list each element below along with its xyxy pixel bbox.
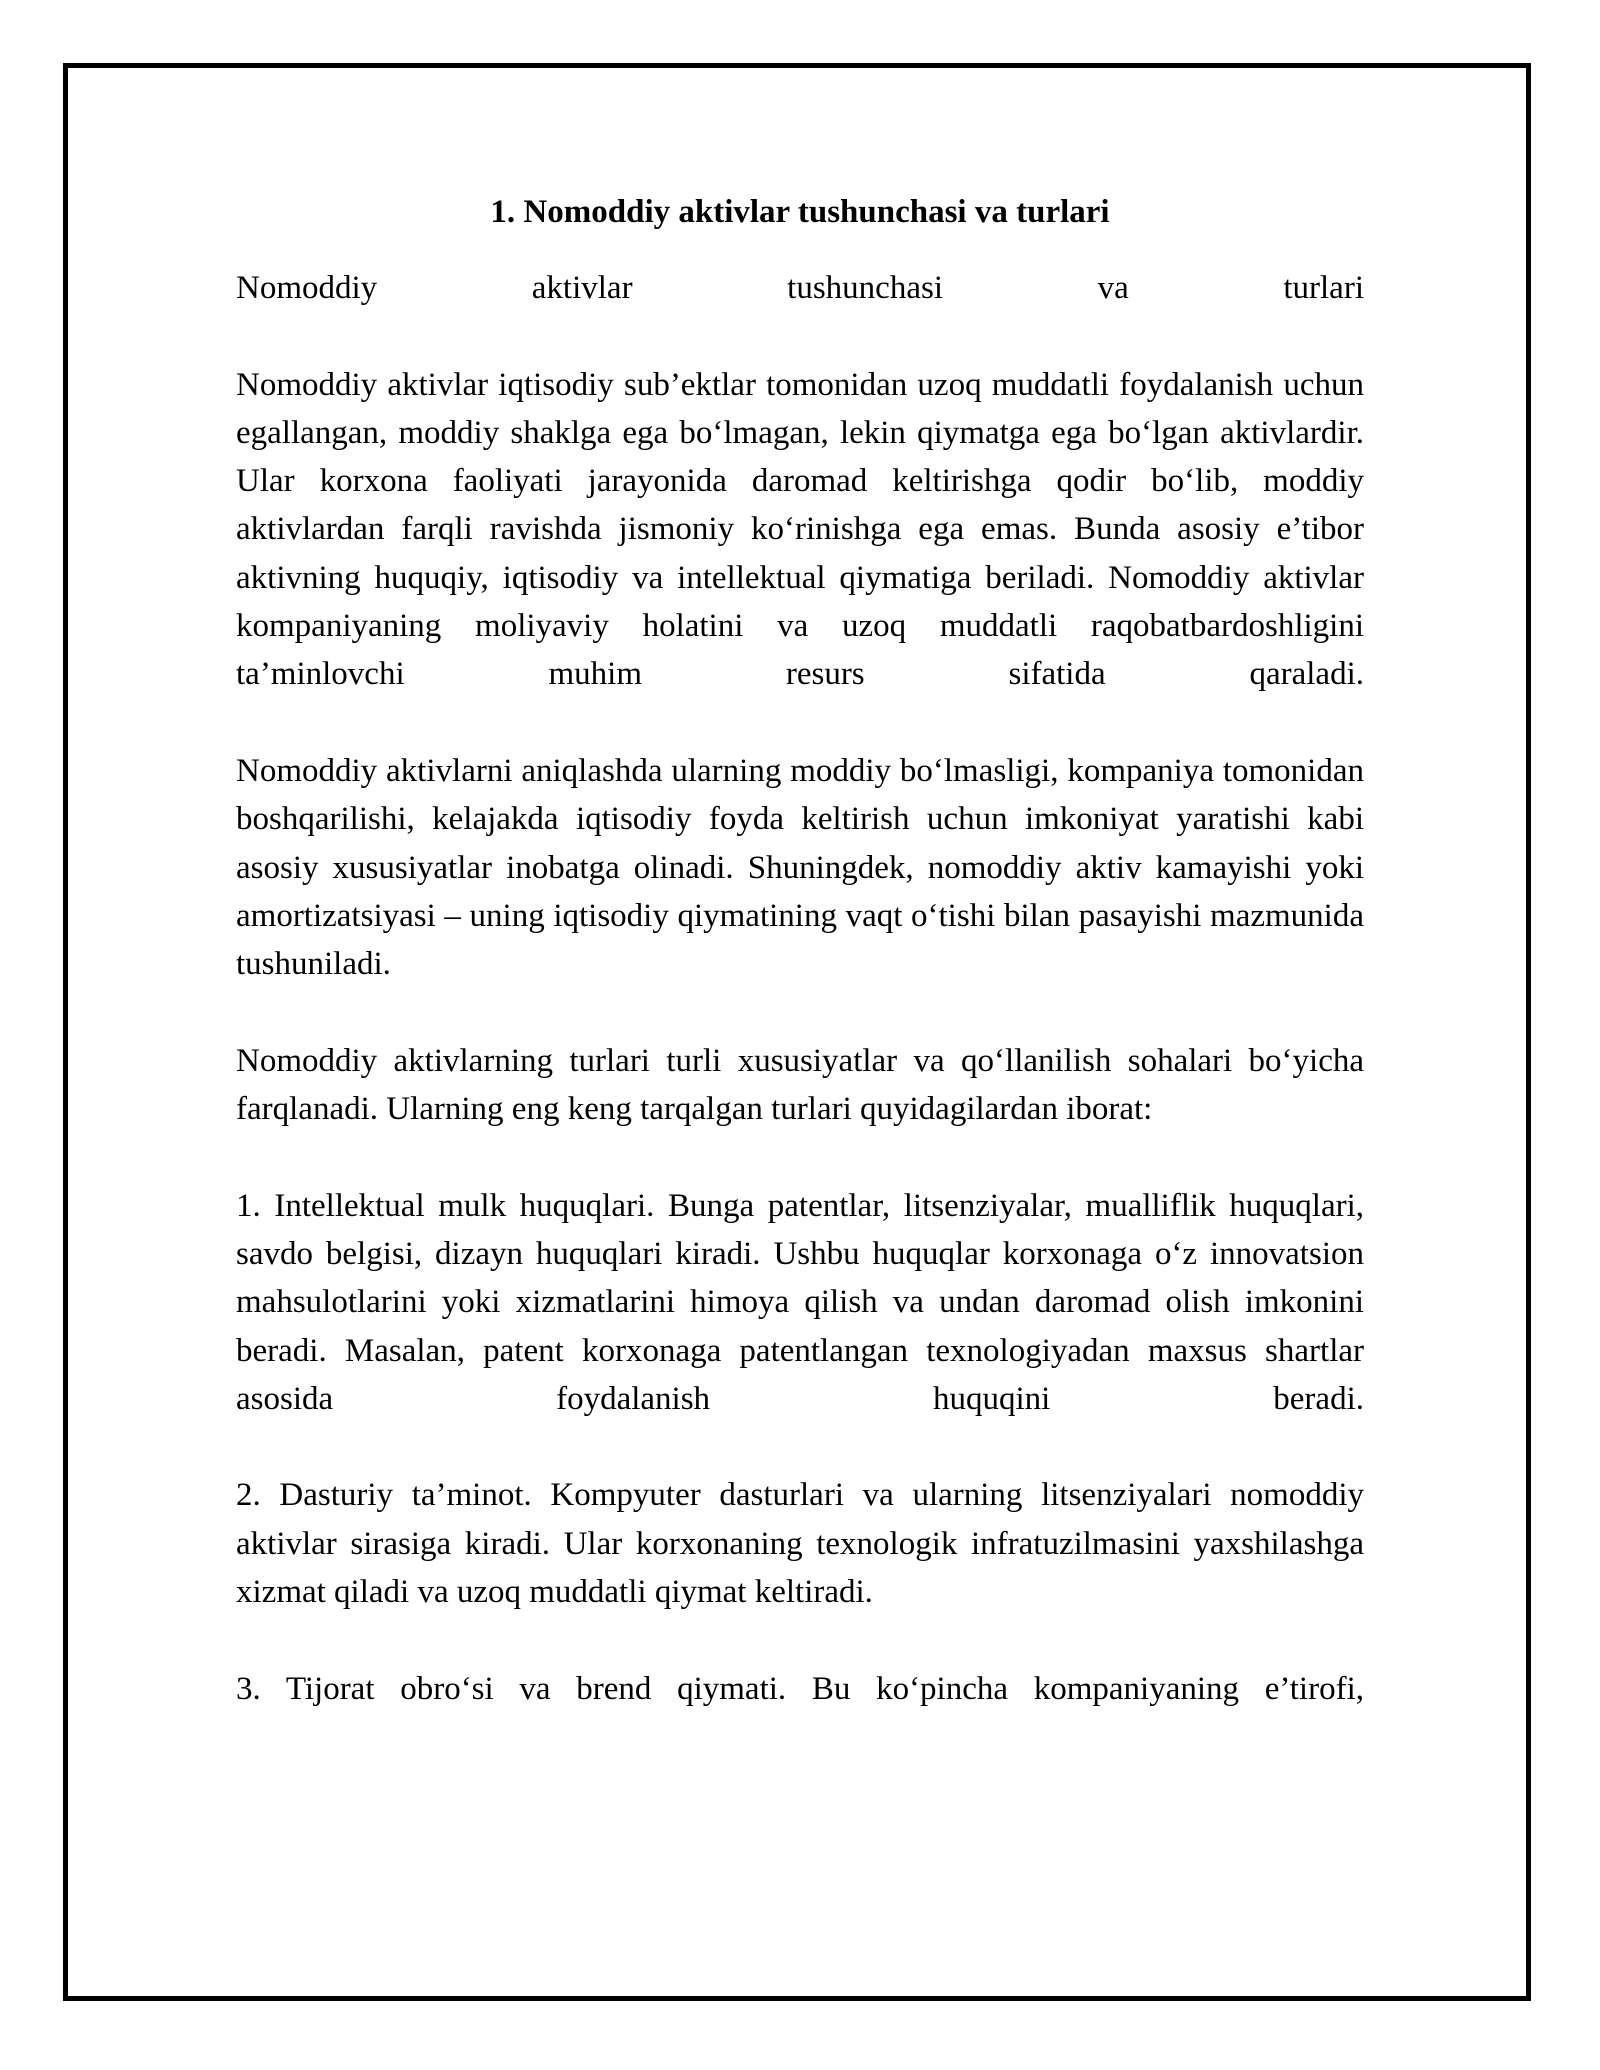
document-heading: 1. Nomoddiy aktivlar tushunchasi va turlari — [490, 194, 1110, 230]
paragraph-definition: Nomoddiy aktivlar iqtisodiy sub’ektlar tomonidan uzoq muddatli foydalanish uchun egallangan, moddiy shaklga ega boʻlmagan, lekin qiymatga ega boʻlgan aktivlardir. Ular korxona faoliyati jarayonida daromad keltirishga qodir boʻlib, moddiy aktivlardan farqli ravishda jismoniy koʻrinishga ega emas. Bunda asosiy e’tibor aktivning huquqiy, iqtisodiy va intellektual qiymatiga beriladi. Nomoddiy aktivlar kompaniyaning moliyaviy holatini va uzoq muddatli raqobatbardoshligini ta’minlovchi muhim resurs sifatida qaraladi. — [236, 366, 1364, 693]
document-body — [236, 188, 1364, 1713]
paragraph-intellectual-property: 1. Intellektual mulk huquqlari. Bunga patentlar, litsenziyalar, mualliflik huquqlari, savdo belgisi, dizayn huquqlari kiradi. Ushbu huquqlar korxonaga oʻz innovatsion mahsulotlarini yoki xizmatlarini himoya qilish va undan daromad olish imkonini beradi. Masalan, patent korxonaga patentlangan texnologiyadan maxsus shartlar asosida foydalanish huquqini beradi. — [236, 1187, 1364, 1417]
paragraph-software: 2. Dasturiy ta’minot. Kompyuter dasturlari va ularning litsenziyalari nomoddiy aktivlar sirasiga kiradi. Ular korxonaning texnologik infratuzilmasini yaxshilashga xizmat qiladi va uzoq muddatli qiymat keltiradi. — [236, 1477, 1364, 1611]
paragraph-identification: Nomoddiy aktivlarni aniqlashda ularning moddiy boʻlmasligi, kompaniya tomonidan boshqarilishi, kelajakda iqtisodiy foyda keltirish uchun imkoniyat yaratishi kabi asosiy xususiyatlar inobatga olinadi. Shuningdek, nomoddiy aktiv kamayishi yoki amortizatsiyasi – uning iqtisodiy qiymatining vaqt oʻtishi bilan pasayishi mazmunida tushuniladi. — [236, 752, 1364, 983]
paragraph-subtitle: Nomoddiy aktivlar tushunchasi va turlari — [236, 270, 1364, 306]
paragraph-goodwill: 3. Tijorat obroʻsi va brend qiymati. Bu koʻpincha kompaniyaning e’tirofi, — [236, 1670, 1364, 1707]
paragraph-types-intro: Nomoddiy aktivlarning turlari turli xususiyatlar va qoʻllanilish sohalari boʻyicha farqlanadi. Ularning eng keng tarqalgan turlari quyidagilardan iborat: — [236, 1042, 1364, 1128]
